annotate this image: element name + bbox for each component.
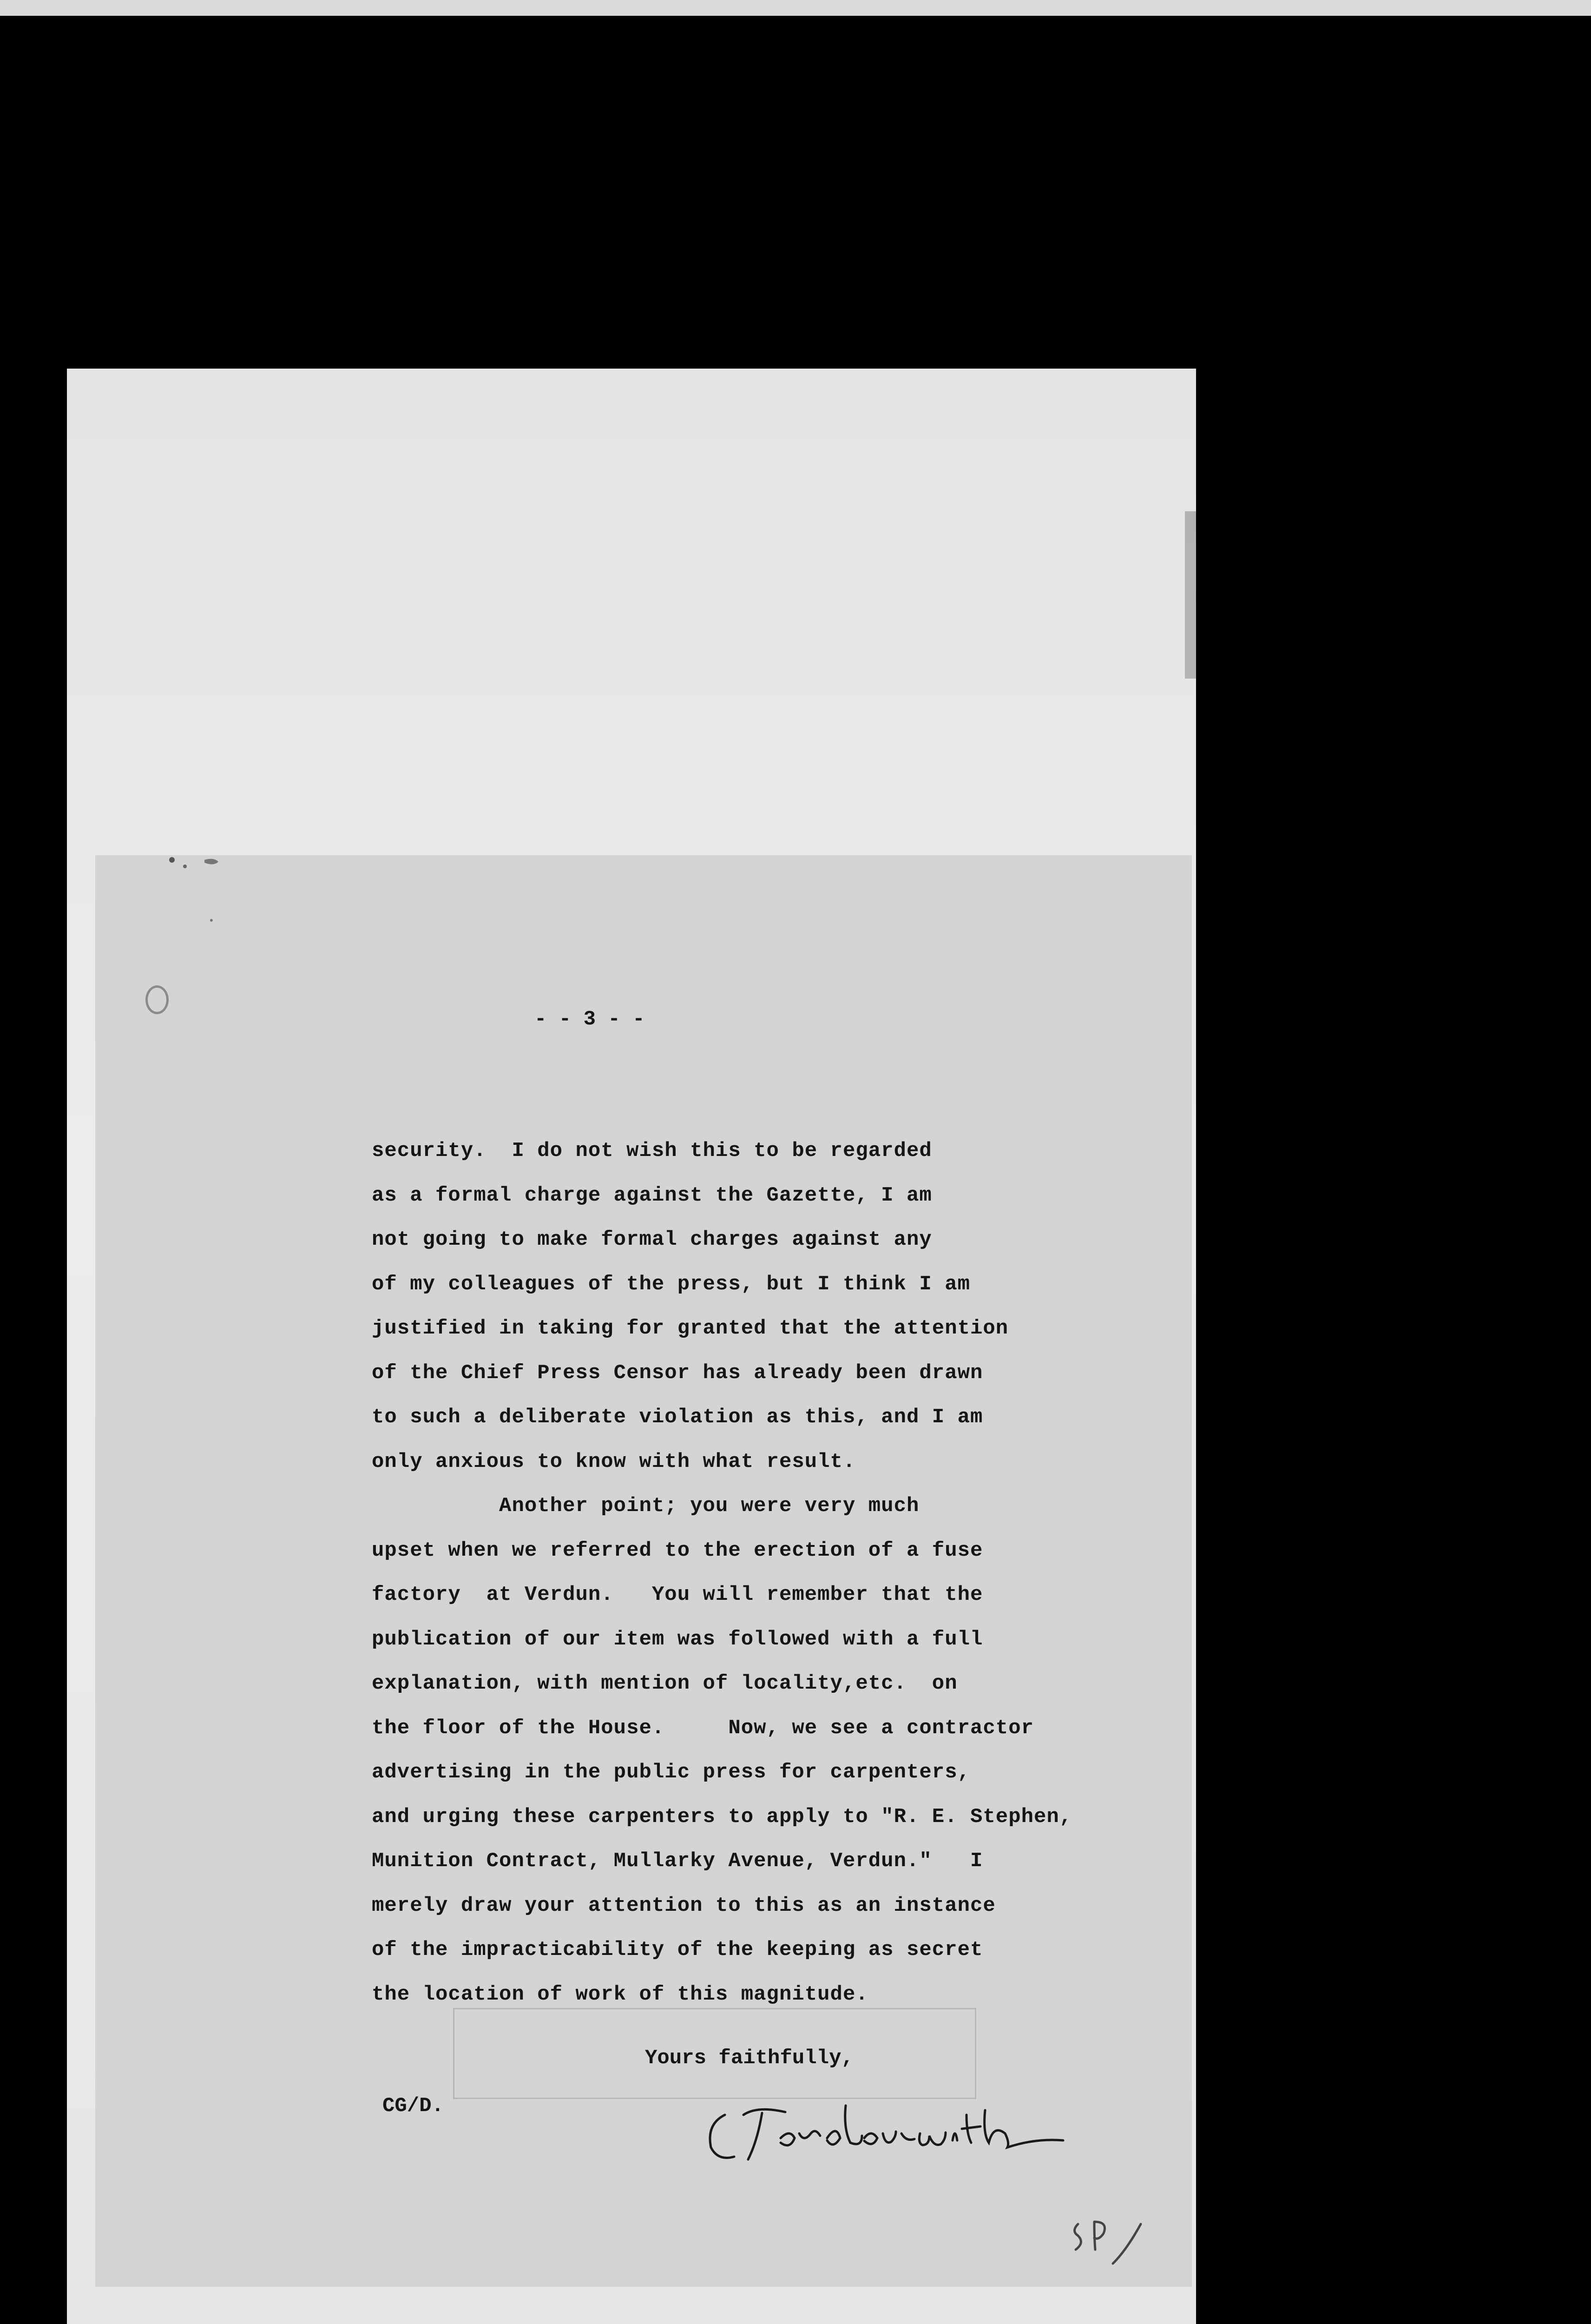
sheet-edge-shadow (1185, 511, 1196, 679)
typist-initials: CG/D. (382, 2094, 444, 2118)
letter-line: the location of work of this magnitude. (372, 1983, 868, 2006)
letter-line: and urging these carpenters to apply to "R. E. Stephen, (372, 1805, 1072, 1829)
letter-line: security. I do not wish this to be regarded (372, 1139, 932, 1162)
letter-line: of my colleagues of the press, but I think I am (372, 1273, 971, 1296)
letter-line: advertising in the public press for carpenters, (372, 1761, 971, 1784)
letter-line: not going to make formal charges against any (372, 1228, 932, 1251)
handwritten-signature (692, 2096, 1111, 2171)
letter-line: factory at Verdun. You will remember that the (372, 1583, 983, 1606)
letter-line: of the impracticability of the keeping as secret (372, 1938, 983, 1961)
film-top-strip (0, 0, 1591, 16)
letter-line: publication of our item was followed with a full (372, 1628, 983, 1651)
letter-line: explanation, with mention of locality,etc. on (372, 1672, 958, 1695)
letter-line: justified in taking for granted that the attention (372, 1317, 1009, 1340)
letter-line: of the Chief Press Censor has already been drawn (372, 1361, 983, 1385)
letter-line: to such a deliberate violation as this, and I am (372, 1406, 983, 1429)
letter-line: the floor of the House. Now, we see a contractor (372, 1717, 1034, 1740)
paper-specks (163, 851, 265, 944)
handwritten-margin-note (1069, 2215, 1157, 2271)
letter-line: Munition Contract, Mullarky Avenue, Verdun." I (372, 1849, 983, 1873)
letter-line: merely draw your attention to this as an instance (372, 1894, 996, 1917)
letter-line: Another point; you were very much (372, 1494, 920, 1518)
letter-line: only anxious to know with what result. (372, 1450, 856, 1473)
closing-salutation: Yours faithfully, (645, 2047, 854, 2070)
page-number: - - 3 - - (534, 1008, 645, 1031)
letter-line: upset when we referred to the erection of a fuse (372, 1539, 983, 1562)
letter-line: as a formal charge against the Gazette, I am (372, 1184, 932, 1207)
punch-hole (145, 985, 169, 1014)
